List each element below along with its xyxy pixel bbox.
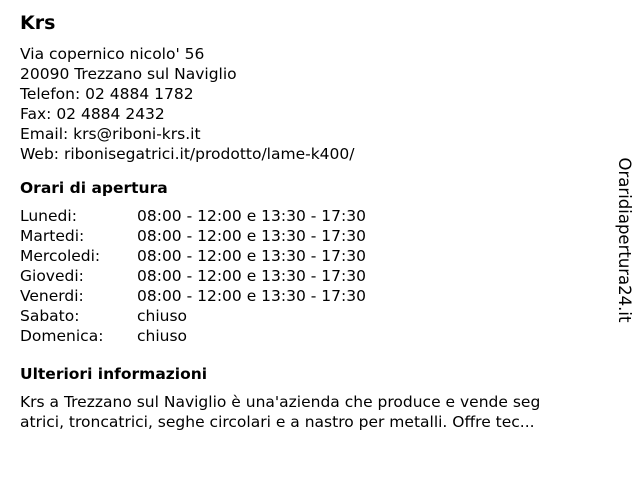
hours-row-lunedi xyxy=(20,206,610,226)
fax-line: Fax: 02 4884 2432 xyxy=(20,105,165,123)
hours-row-giovedi xyxy=(20,266,610,286)
hours-row-sabato xyxy=(20,306,610,326)
hours-day: Martedi: xyxy=(20,227,85,245)
hours-time: chiuso xyxy=(137,327,188,345)
hours-time: 08:00 - 12:00 e 13:30 - 17:30 xyxy=(137,287,366,305)
hours-row-mercoledi xyxy=(20,246,610,266)
info-description-line-1: Krs a Trezzano sul Naviglio è una'azienda che produce e vende seg xyxy=(20,393,541,411)
hours-time: chiuso xyxy=(137,307,188,325)
web-line: Web: ribonisegatrici.it/prodotto/lame-k400/ xyxy=(20,145,355,163)
hours-row-martedi xyxy=(20,226,610,246)
hours-day: Giovedi: xyxy=(20,267,84,285)
hours-day: Sabato: xyxy=(20,307,80,325)
info-heading: Ulteriori informazioni xyxy=(20,365,208,383)
business-card xyxy=(20,10,610,432)
phone-line: Telefon: 02 4884 1782 xyxy=(20,85,194,103)
hours-time: 08:00 - 12:00 e 13:30 - 17:30 xyxy=(137,227,366,245)
site-watermark: Oraridiapertura24.it xyxy=(615,157,634,323)
email-line: Email: krs@riboni-krs.it xyxy=(20,125,201,143)
hours-day: Lunedi: xyxy=(20,207,77,225)
business-name: Krs xyxy=(20,12,56,34)
hours-time: 08:00 - 12:00 e 13:30 - 17:30 xyxy=(137,207,366,225)
info-description xyxy=(20,392,610,432)
hours-table xyxy=(20,206,610,346)
address-city: 20090 Trezzano sul Naviglio xyxy=(20,65,237,83)
hours-time: 08:00 - 12:00 e 13:30 - 17:30 xyxy=(137,267,366,285)
contact-block xyxy=(20,44,610,164)
hours-heading: Orari di apertura xyxy=(20,179,168,197)
hours-day: Venerdi: xyxy=(20,287,84,305)
hours-day: Domenica: xyxy=(20,327,104,345)
hours-row-venerdi xyxy=(20,286,610,306)
address-street: Via copernico nicolo' 56 xyxy=(20,45,205,63)
hours-row-domenica xyxy=(20,326,610,346)
hours-day: Mercoledi: xyxy=(20,247,101,265)
hours-time: 08:00 - 12:00 e 13:30 - 17:30 xyxy=(137,247,366,265)
info-description-line-2: atrici, troncatrici, seghe circolari e a nastro per metalli. Offre tec... xyxy=(20,413,535,431)
